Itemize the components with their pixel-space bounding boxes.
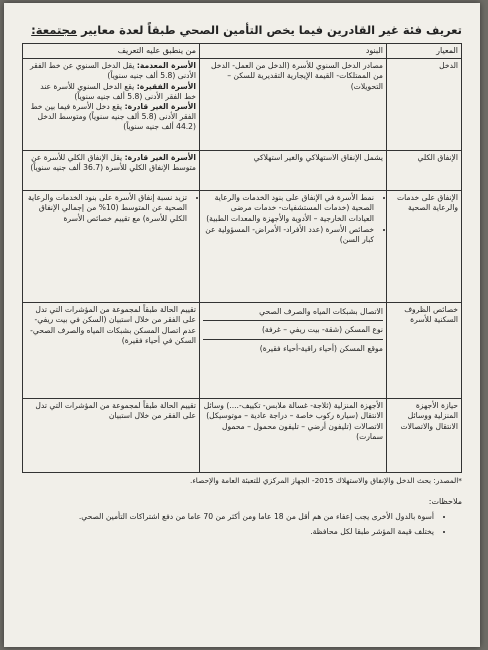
definition-text: تقييم الحالة طبقاً لمجموعة من المؤشرات التي تدل على الفقر من خلال استبيان xyxy=(35,401,196,421)
definition-text: يقع دخل الأسرة فيما بين خط الفقر الأدنى (5.8 ألف جنيه سنوياً) ومتوسط الدخل (44.2 ألف جنيه سنوياً) xyxy=(30,102,196,132)
definition-list xyxy=(26,193,196,224)
header-items: البنود xyxy=(200,44,387,59)
definition-text: • تزيد نسبة إنفاق الأسرة على بنود الخدمات والرعاية الصحية عن المتوسط (10% من إجمالي الإنفاق الكلي للأسرة) مع تقييم خصائص الأسرة xyxy=(26,193,187,224)
cell-items xyxy=(200,303,387,399)
items-list xyxy=(203,193,383,245)
table-row xyxy=(23,303,462,399)
notes-title: ملاحظات: xyxy=(428,497,462,507)
definition-label: الأسرة المعدمة: xyxy=(136,61,196,71)
definition-label: الأسرة الفقيرة: xyxy=(136,81,196,91)
cell-criterion: الدخل xyxy=(387,59,462,151)
sub-item: نوع المسكن (شقة- بيت ريفي – غرفة) xyxy=(203,323,383,339)
definition-label: الأسرة الغير قادرة: xyxy=(124,102,196,112)
definition-line xyxy=(26,153,196,173)
definition-text: يقل الدخل السنوي عن خط الفقر الأدنى (5.8 ألف جنيه سنوياً) xyxy=(29,61,196,81)
definition-line xyxy=(26,82,196,102)
page-title xyxy=(22,23,462,37)
table-row xyxy=(23,191,462,303)
note-item: • يختلف قيمة المؤشر طبقا لكل محافظة. xyxy=(22,526,434,537)
item-text: الأجهزة المنزلية (ثلاجة- غسالة ملابس- تكييف-....) وسائل الانتقال (سيارة ركوب خاصة – دراجة عادية – موتوسيكل) الاتصالات (تليفون أرضي – تليفون محمول – محمول سمارت) xyxy=(203,401,383,441)
cell-definition xyxy=(23,151,200,191)
cell-criterion: حيازة الأجهزة المنزلية ووسائل الانتقال والاتصالات xyxy=(387,399,462,473)
definition-text: يقل الإنفاق الكلي للأسرة عن متوسط الإنفاق الكلي للأسرة (36.7 ألف جنيه سنوياً) xyxy=(30,153,196,173)
cell-items xyxy=(200,151,387,191)
cell-definition xyxy=(23,59,200,151)
cell-items xyxy=(200,191,387,303)
paper-page xyxy=(4,3,480,647)
table-header-row xyxy=(23,44,462,59)
item-text: يشمل الإنفاق الاستهلاكي والغير استهلاكي xyxy=(253,153,383,163)
cell-definition xyxy=(23,399,200,473)
cell-criterion: خصائص الظروف السكنية للأسرة xyxy=(387,303,462,399)
cell-definition xyxy=(23,191,200,303)
list-item: • خصائص الأسرة (عدد الأفراد- الأمراض- المسؤولية عن كبار السن) xyxy=(203,225,374,245)
criteria-table xyxy=(22,43,462,473)
source-note: *المصدر: بحث الدخل والإنفاق والاستهلاك 2015- الجهاز المركزي للتعبئة العامة والإحصاء. xyxy=(189,476,462,486)
sub-item: الاتصال بشبكات المياه والصرف الصحي xyxy=(203,305,383,321)
notes-list xyxy=(22,511,462,537)
document xyxy=(22,23,462,541)
cell-criterion: الإنفاق على خدمات والرعاية الصحية xyxy=(387,191,462,303)
table-row xyxy=(23,59,462,151)
title-underlined: مجتمعة: xyxy=(31,23,78,37)
definition-text: يقع الدخل السنوي للأسرة عند خط الفقر الأدنى (5.8 ألف جنيه سنوياً) xyxy=(40,81,196,101)
definition-label: الأسرة الغير قادرة: xyxy=(124,153,196,163)
cell-items xyxy=(200,399,387,473)
definition-line xyxy=(26,61,196,81)
table-row xyxy=(23,399,462,473)
definition-text: تقييم الحالة طبقاً لمجموعة من المؤشرات التي تدل على الفقر من خلال استبيان (السكن في بيت ريفي-عدم اتصال المسكن بشبكات المياه والصرف الصحي- السكن في أحياء فقيرة) xyxy=(30,305,196,345)
header-criterion: المعيار xyxy=(387,44,462,59)
sub-item: موقع المسكن (أحياء راقية-أحياء فقيرة) xyxy=(259,343,383,353)
cell-items xyxy=(200,59,387,151)
definition-line xyxy=(26,102,196,133)
cell-criterion: الإنفاق الكلي xyxy=(387,151,462,191)
item-text: مصادر الدخل السنوي للأسرة (الدخل من العمل- الدخل من الممتلكات- القيمة الإيجارية التقديرية للسكن – التحويلات) xyxy=(211,61,383,91)
note-item: • أسوة بالدول الأخرى يجب إعفاء من هم أقل من 18 عاما ومن أكثر من 70 عاما من دفع اشتراكات التأمين الصحي. xyxy=(22,511,434,522)
list-item: • نمط الأسرة في الإنفاق على بنود الخدمات والرعاية الصحية (خدمات المستشفيات- خدمات مرضى العيادات الخارجية – الأدوية والأجهزة والمعدات الطبية) xyxy=(203,193,374,224)
title-main: تعريف فئة غير القادرين فيما يخص التأمين الصحي طبقاً لعدة معايير xyxy=(81,23,462,37)
table-row xyxy=(23,151,462,191)
cell-definition xyxy=(23,303,200,399)
header-definition: من ينطبق عليه التعريف xyxy=(23,44,200,59)
